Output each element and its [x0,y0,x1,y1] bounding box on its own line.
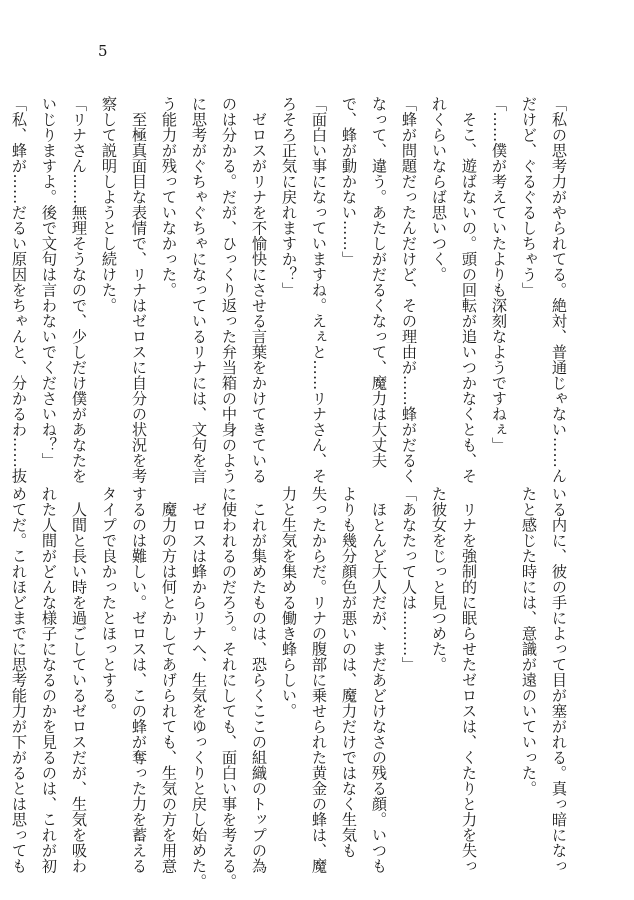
text-line: いじりますよ。後で文句は言わないでくださいね？」 [40,96,58,468]
text-line: タイプで良かったとほっとする。 [100,486,118,719]
text-line: だけど、ぐるぐるしちゃう」 [520,96,538,298]
text-line: リナを強制的に眠らせたゼロスは、くたりと力を失っ [460,486,478,874]
text-line: ゼロスは蜂からリナへ、生気をゆっくりと戻し始めた。 [190,486,208,889]
text-line: そこ、遊ばないの。頭の回転が追いつかなくとも、そ [460,96,478,484]
text-line: 「……僕が考えていたよりも深刻なようですねぇ」 [490,96,508,453]
text-line: 察して説明しようとし続けた。 [100,96,118,313]
text-line: れくらいならば思いつく。 [430,96,448,282]
text-line: た彼女をじっと見つめた。 [430,486,448,672]
text-line: のは分かる。だが、ひっくり返った弁当箱の中身のよう [220,96,238,484]
text-line: 「蜂が問題だったんだけど、その理由が……蜂がだるく [400,96,418,484]
text-line: ゼロスがリナを不愉快にさせる言葉をかけてきている [250,96,268,484]
text-line: これが集めたものは、恐らくここの組織のトップの為 [250,486,268,874]
text-line: 「私の思考力がやられてる。絶対、普通じゃない……ん [550,96,568,484]
text-line: 至極真面目な表情で、リナはゼロスに自分の状況を考 [130,96,148,484]
text-line: に使われるのだろう。それにしても、面白い事を考える。 [220,486,238,889]
text-line: 人間と長い時を過ごしているゼロスだが、生気を吸わ [70,486,88,874]
text-line: よりも幾分顔色が悪いのは、魔力だけではなく生気も [340,486,358,858]
text-line: 「あなたって人は………」 [400,486,418,672]
text-line: 魔力の方は何とかしてあげられても、生気の方を用意 [160,486,178,874]
page-number: 5 [98,42,108,60]
text-line: 失ったからだ。リナの腹部に乗せられた黄金の蜂は、魔 [310,486,328,874]
text-line: ろそろ正気に戻れますか？」 [280,96,298,298]
text-line: なって、違う。あたしがだるくなって、魔力は大丈夫 [370,96,388,468]
text-line: に思考がぐちゃぐちゃになっているリナには、文句を言 [190,96,208,484]
text-line: う能力が残っていなかった。 [160,96,178,298]
text-line: れた人間がどんな様子になるのかを見るのは、これが初 [40,486,58,874]
text-line [484,486,514,836]
text-line: たと感じた時には、意識が遠のいていった。 [520,486,538,796]
text-line: 力と生気を集める働き蜂らしい。 [280,486,298,719]
text-line [0,96,4,446]
text-line: いる内に、彼の手によって目が塞がれる。真っ暗になっ [550,486,568,874]
text-line: ほとんど大人だが、まだあどけなさの残る顔。いつも [370,486,388,874]
text-block-top [0,96,574,484]
text-line: 「面白い事になっていますね。えぇと……リナさん、そ [310,96,328,484]
text-block-bottom [4,486,574,889]
text-line: で、蜂が動かない……」 [340,96,358,267]
text-line: 「リナさん……無理そうなので、少しだけ僕があなたを [70,96,88,484]
text-line: 「私、蜂が……だるい原因をちゃんと、分かるわ……抜 [10,96,28,484]
text-line: めてだ。これほどまでに思考能力が下がるとは思っても [10,486,28,874]
text-line: するのは難しい。ゼロスは、この蜂が奪った力を蓄える [130,486,148,874]
